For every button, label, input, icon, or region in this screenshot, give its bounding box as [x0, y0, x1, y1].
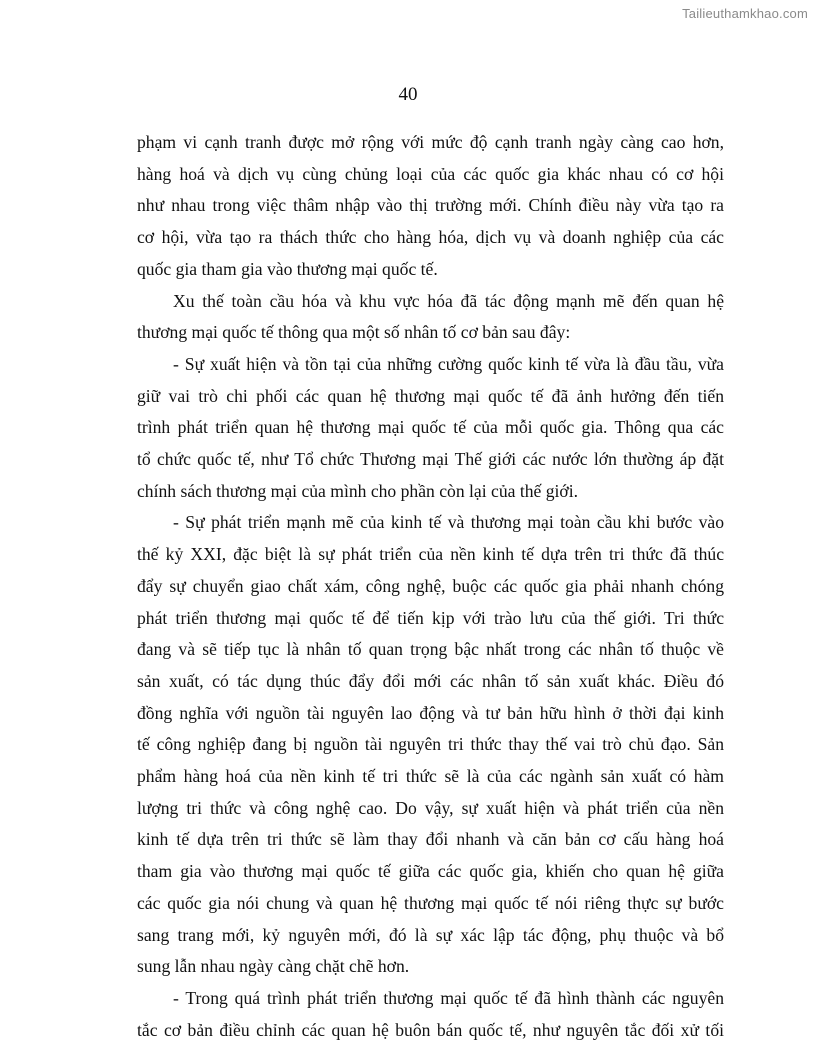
paragraph [137, 127, 724, 286]
text-line: đang và sẽ tiếp tục là nhân tố quan trọng bậc nhất trong các nhân tố thuộc về [137, 639, 724, 660]
text-line: quốc gia tham gia vào thương mại quốc tế. [137, 258, 438, 279]
text-line: giữ vai trò chi phối các quan hệ thương mại quốc tế đã ảnh hưởng đến tiến [137, 385, 724, 406]
paragraph [137, 983, 724, 1046]
text-line: - Trong quá trình phát triển thương mại quốc tế đã hình thành các nguyên [173, 987, 724, 1008]
text-line: - Sự phát triển mạnh mẽ của kinh tế và thương mại toàn cầu khi bước vào [173, 512, 724, 533]
text-line: sản xuất, có tác dụng thúc đẩy đổi mới các nhân tố sản xuất khác. Điều đó [137, 670, 724, 691]
text-line: phẩm hàng hoá của nền kinh tế tri thức sẽ là của các ngành sản xuất có hàm [137, 766, 724, 787]
paragraph [137, 507, 724, 983]
document-body [137, 127, 724, 1046]
text-line: phát triển thương mại quốc tế để tiến kịp với trào lưu của thế giới. Tri thức [137, 607, 724, 628]
text-line: lượng tri thức và công nghệ cao. Do vậy, sự xuất hiện và phát triển của nền [137, 797, 724, 818]
text-line: tắc cơ bản điều chỉnh các quan hệ buôn bán quốc tế, như nguyên tắc đối xử tối [137, 1019, 724, 1040]
text-line: trình phát triển quan hệ thương mại quốc tế của mỗi quốc gia. Thông qua các [137, 417, 724, 438]
text-line: tổ chức quốc tế, như Tổ chức Thương mại Thế giới các nước lớn thường áp đặt [137, 449, 724, 470]
text-line: kinh tế dựa trên tri thức sẽ làm thay đổi nhanh và căn bản cơ cấu hàng hoá [137, 829, 724, 850]
paragraph [137, 286, 724, 349]
text-line: phạm vi cạnh tranh được mở rộng với mức độ cạnh tranh ngày càng cao hơn, [137, 132, 724, 152]
text-line: sang trang mới, kỷ nguyên mới, đó là sự xác lập tác động, phụ thuộc và bổ [137, 924, 724, 945]
text-line: thương mại quốc tế thông qua một số nhân tố cơ bản sau đây: [137, 322, 571, 343]
text-line: như nhau trong việc thâm nhập vào thị trường mới. Chính điều này vừa tạo ra [137, 195, 724, 216]
text-line: - Sự xuất hiện và tồn tại của những cường quốc kinh tế vừa là đầu tầu, vừa [173, 353, 724, 374]
paragraph [137, 349, 724, 508]
text-line: đồng nghĩa với nguồn tài nguyên lao động và tư bản hữu hình ở thời đại kinh [137, 702, 724, 723]
text-line: đẩy sự chuyển giao chất xám, công nghệ, buộc các quốc gia phải nhanh chóng [137, 575, 724, 596]
text-line: tế công nghiệp đang bị nguồn tài nguyên tri thức thay thế vai trò chủ đạo. Sản [137, 734, 724, 755]
page-number: 40 [398, 84, 418, 105]
text-line: chính sách thương mại của mình cho phần còn lại của thế giới. [137, 480, 578, 501]
text-line: cơ hội, vừa tạo ra thách thức cho hàng hóa, dịch vụ và doanh nghiệp của các [137, 227, 724, 248]
text-line: tham gia vào thương mại quốc tế giữa các quốc gia, khiến cho quan hệ giữa [137, 861, 724, 882]
text-line: hàng hoá và dịch vụ cùng chủng loại của các quốc gia khác nhau có cơ hội [137, 163, 724, 184]
text-line: các quốc gia nói chung và quan hệ thương mại quốc tế nói riêng thực sự bước [137, 892, 724, 913]
text-line: Xu thế toàn cầu hóa và khu vực hóa đã tác động mạnh mẽ đến quan hệ [173, 290, 724, 311]
text-line: sung lẫn nhau ngày càng chặt chẽ hơn. [137, 956, 410, 977]
watermark-text: Tailieuthamkhao.com [682, 6, 808, 21]
text-line: thế kỷ XXI, đặc biệt là sự phát triển của nền kinh tế dựa trên tri thức đã thúc [137, 544, 724, 565]
